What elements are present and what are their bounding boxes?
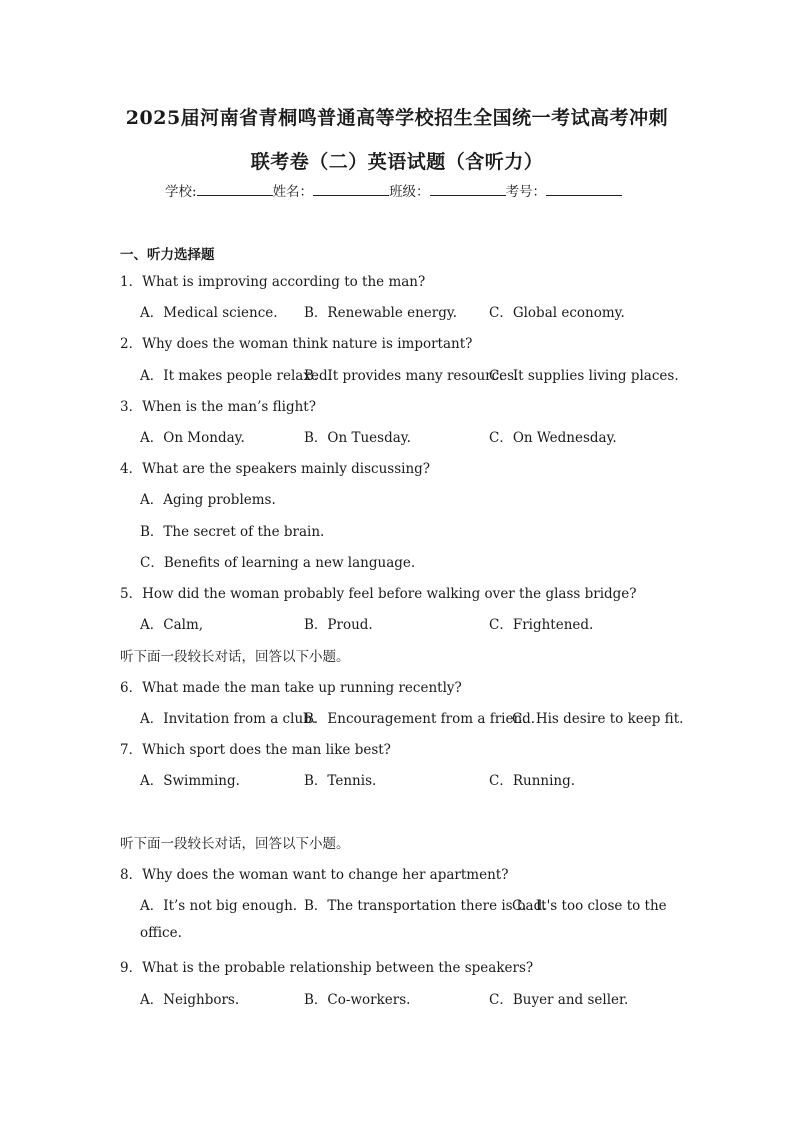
student-info-row: [165, 180, 622, 200]
school-label: 学校:: [165, 184, 197, 200]
question-7-option-b: B．Tennis.: [304, 773, 377, 789]
question-6-stem: 6．What made the man take up running recently?: [120, 680, 462, 696]
question-8-option-c-continued: office.: [140, 925, 182, 941]
question-1-option-a: A．Medical science.: [140, 305, 278, 321]
question-8-option-b: B．The transportation there is bad.: [304, 898, 547, 914]
question-7-stem: 7．Which sport does the man like best?: [120, 742, 391, 758]
question-5-option-b: B．Proud.: [304, 617, 373, 633]
question-2-option-c: C．It supplies living places.: [489, 368, 679, 384]
name-blank: [313, 183, 389, 196]
question-9-option-c: C．Buyer and seller.: [489, 992, 629, 1008]
question-5-stem: 5．How did the woman probably feel before walking over the glass bridge?: [120, 586, 637, 602]
question-9-stem: 9．What is the probable relationship between the speakers?: [120, 960, 534, 976]
exam-no-label: 考号：: [505, 184, 547, 200]
question-4-option-a: A．Aging problems.: [140, 492, 276, 508]
instruction-long-dialogue-2: 听下面一段较长对话，回答以下小题。: [120, 836, 350, 852]
question-5-option-c: C．Frightened.: [489, 617, 594, 633]
question-3-option-b: B．On Tuesday.: [304, 430, 411, 446]
question-5-option-a: A．Calm,: [140, 617, 204, 633]
question-6-option-b: B．Encouragement from a friend.: [304, 711, 536, 727]
question-9-option-a: A．Neighbors.: [140, 992, 240, 1008]
question-3-option-a: A．On Monday.: [140, 430, 245, 446]
question-8-option-c: C．It's too close to the: [512, 898, 667, 914]
question-1-option-b: B．Renewable energy.: [304, 305, 457, 321]
question-7-option-a: A．Swimming.: [140, 773, 240, 789]
instruction-long-dialogue-1: 听下面一段较长对话，回答以下小题。: [120, 649, 350, 665]
question-4-stem: 4．What are the speakers mainly discussing?: [120, 461, 431, 477]
question-2-stem: 2．Why does the woman think nature is important?: [120, 336, 473, 352]
question-8-option-a: A．It’s not big enough.: [140, 898, 298, 914]
question-3-stem: 3．When is the man’s flight?: [120, 399, 316, 415]
question-3-option-c: C．On Wednesday.: [489, 430, 617, 446]
question-6-option-a: A．Invitation from a club.: [140, 711, 317, 727]
question-8-stem: 8．Why does the woman want to change her apartment?: [120, 867, 509, 883]
question-9-option-b: B．Co-workers.: [304, 992, 411, 1008]
question-1-option-c: C．Global economy.: [489, 305, 625, 321]
class-label: 班级：: [389, 184, 430, 200]
question-1-stem: 1．What is improving according to the man?: [120, 274, 426, 290]
section-heading-listening: 一、听力选择题: [120, 247, 215, 263]
class-blank: [430, 183, 506, 196]
question-4-option-b: B．The secret of the brain.: [140, 524, 325, 540]
question-6-option-c: C．His desire to keep fit.: [512, 711, 684, 727]
name-label: 姓名：: [272, 184, 314, 200]
document-title-line1: 2025届河南省青桐鸣普通高等学校招生全国统一考试高考冲刺: [125, 107, 669, 129]
question-7-option-c: C．Running.: [489, 773, 576, 789]
document-title-line2: 联考卷（二）英语试题（含听力）: [250, 151, 544, 173]
question-2-option-a: A．It makes people relaxed.: [140, 368, 332, 384]
school-blank: [197, 183, 273, 196]
exam-no-blank: [546, 183, 622, 196]
question-2-option-b: B．It provides many resources.: [304, 368, 519, 384]
question-4-option-c: C．Benefits of learning a new language.: [140, 555, 416, 571]
